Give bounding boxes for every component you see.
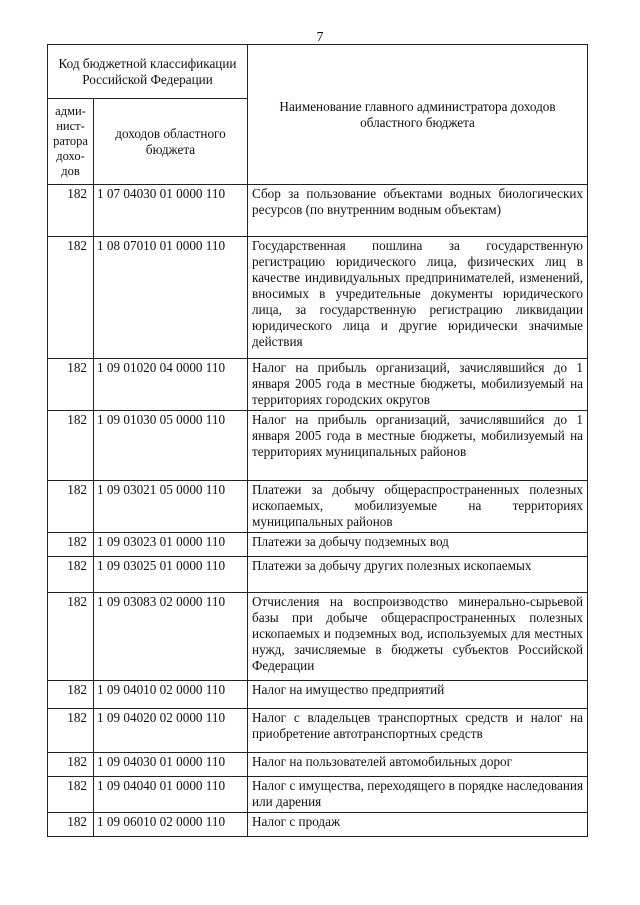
table-row [48, 813, 588, 837]
admin-code-cell: 182 [48, 237, 94, 359]
table-row [48, 753, 588, 777]
income-name-cell: Платежи за добычу общераспространенных полезных ископаемых, мобилизуемые на территориях муниципальных районов [248, 481, 588, 533]
income-code-cell: 1 09 03023 01 0000 110 [94, 533, 248, 557]
admin-code-cell: 182 [48, 411, 94, 481]
income-code-cell: 1 09 01020 04 0000 110 [94, 359, 248, 411]
admin-code-cell: 182 [48, 709, 94, 753]
admin-code-cell: 182 [48, 813, 94, 837]
income-code-cell: 1 08 07010 01 0000 110 [94, 237, 248, 359]
table-row [48, 533, 588, 557]
income-code-cell: 1 09 03025 01 0000 110 [94, 557, 248, 593]
income-code-cell: 1 09 03083 02 0000 110 [94, 593, 248, 681]
table-row [48, 593, 588, 681]
admin-code-cell: 182 [48, 481, 94, 533]
admin-code-cell: 182 [48, 359, 94, 411]
table-row [48, 557, 588, 593]
admin-code-cell: 182 [48, 777, 94, 813]
income-name-cell: Отчисления на воспроизводство минерально-сырьевой базы при добыче общераспространенных полезных ископаемых и подземных вод, используемых для местных нужд, зачисляемые в бюджеты субъектов Российской Федерации [248, 593, 588, 681]
income-code-cell: 1 09 04010 02 0000 110 [94, 681, 248, 709]
table-row [48, 777, 588, 813]
admin-code-cell: 182 [48, 681, 94, 709]
admin-code-cell: 182 [48, 533, 94, 557]
income-code-cell: 1 09 04030 01 0000 110 [94, 753, 248, 777]
income-name-cell: Платежи за добычу подземных вод [248, 533, 588, 557]
income-name-cell: Налог на пользователей автомобильных дорог [248, 753, 588, 777]
income-name-cell: Налог с владельцев транспортных средств и налог на приобретение автотранспортных средств [248, 709, 588, 753]
income-name-cell: Налог на прибыль организаций, зачислявшийся до 1 января 2005 года в местные бюджеты, мобилизуемый на территориях муниципальных районов [248, 411, 588, 481]
table-row [48, 481, 588, 533]
table-row [48, 681, 588, 709]
income-code-cell: 1 09 01030 05 0000 110 [94, 411, 248, 481]
header-admin-label: адми- нист- ратора дохо- дов [48, 99, 94, 185]
header-name-label: Наименование главного администратора доходов областного бюджета [248, 45, 588, 185]
admin-code-cell: 182 [48, 753, 94, 777]
admin-code-cell: 182 [48, 593, 94, 681]
income-name-cell: Налог с имущества, переходящего в порядке наследования или дарения [248, 777, 588, 813]
header-income-label: доходов областного бюджета [94, 99, 248, 185]
table-header-row [48, 45, 588, 99]
table-row [48, 185, 588, 237]
table-row [48, 237, 588, 359]
table-row [48, 411, 588, 481]
income-code-cell: 1 09 06010 02 0000 110 [94, 813, 248, 837]
income-name-cell: Налог на прибыль организаций, зачислявшийся до 1 января 2005 года в местные бюджеты, мобилизуемый на территориях городских округов [248, 359, 588, 411]
budget-classification-table [47, 44, 588, 837]
admin-code-cell: 182 [48, 185, 94, 237]
income-name-cell: Государственная пошлина за государственную регистрацию юридического лица, физических лиц в качестве индивидуальных предпринимателей, изменений, вносимых в учредительные документы юридического лица, за государственную регистрацию ликвидации юридического лица и другие юридически значимые действия [248, 237, 588, 359]
table-row [48, 709, 588, 753]
income-code-cell: 1 09 04020 02 0000 110 [94, 709, 248, 753]
income-name-cell: Сбор за пользование объектами водных биологических ресурсов (по внутренним водным объектам) [248, 185, 588, 237]
income-code-cell: 1 07 04030 01 0000 110 [94, 185, 248, 237]
header-group-label: Код бюджетной классификации Российской Федерации [48, 45, 248, 99]
admin-code-cell: 182 [48, 557, 94, 593]
income-name-cell: Платежи за добычу других полезных ископаемых [248, 557, 588, 593]
income-name-cell: Налог на имущество предприятий [248, 681, 588, 709]
income-name-cell: Налог с продаж [248, 813, 588, 837]
page-number: 7 [316, 30, 324, 45]
income-code-cell: 1 09 03021 05 0000 110 [94, 481, 248, 533]
income-code-cell: 1 09 04040 01 0000 110 [94, 777, 248, 813]
table-row [48, 359, 588, 411]
